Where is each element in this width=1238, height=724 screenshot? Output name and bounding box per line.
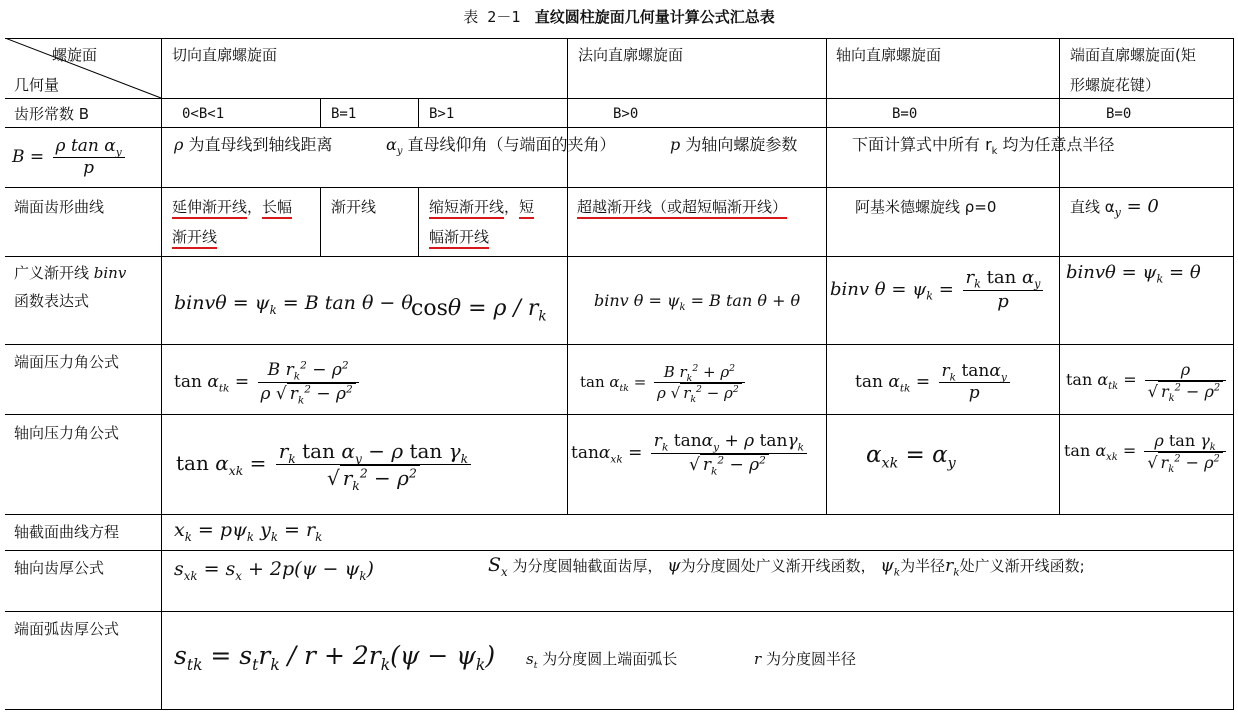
table-number: 表 2－1 (463, 8, 521, 26)
column-header-axial: 轴向直廓螺旋面 (836, 46, 942, 64)
grid-line (826, 38, 827, 514)
row-label-axial-section: 轴截面曲线方程 (14, 523, 120, 541)
grid-line (320, 98, 321, 127)
corner-label-top: 螺旋面 (52, 46, 98, 64)
grid-line (5, 611, 1234, 612)
note-rho: ρ 为直母线到轴线距离 (174, 135, 333, 154)
row-label-end-pressure: 端面压力角公式 (14, 353, 120, 371)
grid-line (418, 187, 419, 256)
column-header-end-line2: 形螺旋花键） (1070, 76, 1161, 94)
note-end-arc-st: $s_t$ 为分度圆上端面弧长 (526, 650, 678, 671)
table-title (0, 6, 1238, 28)
grid-line (418, 98, 419, 127)
formula-axial-section: $x_k = p\psi_k$ $y_k = r_k$ (174, 519, 323, 544)
formula-binv-end: binvθ = $\psi_k = \theta$ (1066, 262, 1201, 286)
row-label-tooth-constant: 齿形常数 B (14, 105, 90, 123)
row-label-end-arc: 端面弧齿厚公式 (14, 620, 120, 638)
b-formula-numerator-sub: y (115, 146, 122, 159)
note-rk: 下面计算式中所有 $r_k$ 均为任意点半径 (852, 135, 1115, 158)
formula-end-arc-thickness: $s_{tk} = s_tr_k / r + 2r_k(\psi - \psi_k)$ (174, 641, 496, 674)
b-formula (12, 135, 128, 179)
row-label-binv: 广义渐开线 binv (14, 264, 127, 282)
row-label-axial-pressure: 轴向压力角公式 (14, 424, 120, 442)
cell-b-range-1: 0<B<1 (182, 106, 225, 122)
grid-line (5, 709, 1234, 710)
formula-cos-theta: $\cos\theta = \rho / r_k$ (411, 296, 547, 325)
grid-line (1233, 38, 1234, 710)
formula-axial-pressure-end: $\tan \alpha_{xk}$ = $\frac{\rho \tan \gamma_k}{√ r_k^2 - \rho^2}$ (1064, 420, 1229, 482)
grid-line (567, 38, 568, 514)
cell-b-end: B=0 (1106, 106, 1132, 122)
formula-axial-thickness: $s_{xk} = s_x + 2p(\psi - \psi_k)$ (174, 558, 374, 583)
formula-end-pressure-axial: $\tan \alpha_{tk}$ = $\frac{r_k \tan\alpha_y}{p}$ (855, 352, 1013, 412)
cell-curve-shortened-involute-line2: 幅渐开线 (429, 226, 489, 248)
cell-curve-straight-line: 直线 $\alpha_y = 0$ (1070, 196, 1159, 219)
formula-end-pressure-end: $\tan \alpha_{tk}$ = $\frac{\rho}{√ r_k^2 - \rho^2}$ (1066, 349, 1229, 411)
formula-axial-pressure-axial: $\alpha_{xk} = \alpha_y$ (866, 442, 956, 472)
formula-binv-tangential: binvθ = $\psi_k = B$ tan θ − θ (174, 292, 413, 317)
cell-curve-shortened-involute: 缩短渐开线，短 (429, 196, 534, 218)
formula-binv-axial: binv $\theta = \psi_k$ = $\frac{r_k \tan \alpha_y}{p}$ (830, 262, 1046, 318)
cell-b-range-2: B=1 (331, 106, 357, 122)
b-formula-fraction (53, 136, 125, 180)
cell-curve-archimedean: 阿基米德螺旋线 ρ=0 (855, 198, 997, 216)
cell-curve-over-involute: 超越渐开线（或超短幅渐开线） (577, 196, 787, 218)
b-formula-denominator: p (83, 158, 95, 178)
cell-b-axial: B=0 (892, 106, 918, 122)
formula-binv-normal: binv $\theta = \psi_k = B$ tan θ + θ (594, 291, 801, 314)
grid-line (1059, 38, 1060, 514)
column-header-tangential: 切向直廓螺旋面 (172, 46, 278, 64)
column-header-end-line1: 端面直廓螺旋面(矩 (1070, 46, 1196, 64)
row-label-axial-thickness: 轴向齿厚公式 (14, 559, 105, 577)
grid-line (5, 344, 1234, 345)
grid-line (5, 187, 1234, 188)
column-header-normal: 法向直廓螺旋面 (578, 46, 684, 64)
grid-line (5, 127, 1234, 128)
grid-line (5, 414, 1234, 415)
grid-line (5, 98, 1234, 99)
note-end-arc-r: r 为分度圆半径 (754, 650, 856, 668)
grid-line (5, 514, 1234, 515)
formula-axial-pressure-tangential: $\tan \alpha_{xk}$ = $\frac{r_k \tan \alpha_y - \rho \tan \gamma_k}{√ r_k^2 - \rho^2}$ (176, 428, 474, 498)
cell-curve-involute: 渐开线 (331, 198, 377, 216)
corner-label-bottom: 几何量 (14, 76, 60, 94)
note-axial-thickness: $S_x$ 为分度圆轴截面齿厚， ψ为分度圆处广义渐开线函数， $\psi_k$为半径$r_k$处广义渐开线函数; (488, 554, 1085, 579)
grid-line (320, 187, 321, 256)
b-formula-numerator: ρ tan α (55, 135, 116, 156)
formula-axial-pressure-normal: tanα$_{xk}$ = $\frac{r_k \tan\alpha_y + \rho \tan\gamma_k}{√ r_k^2 - \rho^2}$ (571, 420, 810, 486)
grid-line (5, 38, 1234, 39)
cell-curve-extended-involute-line2: 渐开线 (172, 226, 217, 248)
note-p: p 为轴向螺旋参数 (670, 135, 798, 154)
b-formula-lhs: B = (12, 147, 45, 167)
row-label-binv-line2: 函数表达式 (14, 292, 90, 310)
cell-b-range-3: B>1 (429, 106, 455, 122)
note-alpha: $\alpha_y$ 直母线仰角（与端面的夹角） (386, 135, 616, 158)
formula-end-pressure-tangential: $\tan \alpha_{tk}$ = $\frac{B r_k^2 - \rho^2}{\rho √ r_k^2 - \rho^2}$ (174, 352, 362, 412)
row-label-end-curve: 端面齿形曲线 (14, 198, 105, 216)
cell-curve-extended-involute: 延伸渐开线，长幅 (172, 196, 292, 218)
grid-line (5, 256, 1234, 257)
table-name: 直纹圆柱旋面几何量计算公式汇总表 (534, 8, 775, 26)
cell-b-normal: B>0 (613, 106, 639, 122)
grid-line (5, 550, 1234, 551)
formula-end-pressure-normal: $\tan \alpha_{tk}$ = $\frac{B r_k^2 + \rho^2}{\rho √ r_k^2 - \rho^2}$ (580, 352, 748, 412)
grid-line (161, 38, 162, 710)
